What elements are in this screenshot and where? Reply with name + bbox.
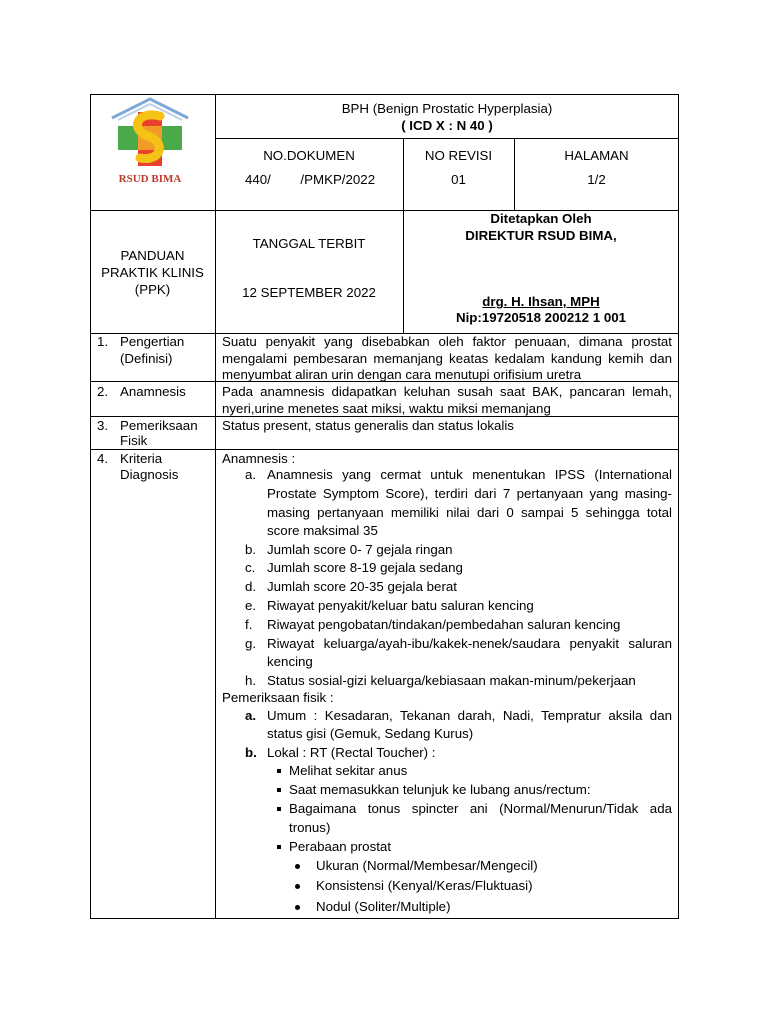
fisik-item-b-text: Lokal : RT (Rectal Toucher) : xyxy=(267,745,436,760)
no-dokumen-label: NO.DOKUMEN xyxy=(263,148,355,163)
row2-label: Anamnesis xyxy=(120,384,186,399)
row3-text: Status present, status generalis dan status lokalis xyxy=(222,418,514,433)
row4-top-line xyxy=(90,449,679,450)
fisik-item-a-marker: a. xyxy=(245,708,257,723)
fisik-item-a-line1: Umum : Kesadaran, Tekanan darah, Nadi, Tempratur aksila dan xyxy=(267,708,672,723)
row3-label-sub: Fisik xyxy=(120,433,148,448)
panduan-label-line2: PRAKTIK KLINIS xyxy=(101,265,204,280)
signer-nip: Nip:19720518 200212 1 001 xyxy=(455,310,627,325)
row2-text-line1: Pada anamnesis didapatkan keluhan susah saat BAK, pancaran lemah, xyxy=(222,384,672,399)
no-revisi-value: 01 xyxy=(451,172,466,187)
row4-number: 4. xyxy=(97,451,109,466)
lokal-sub-4: Perabaan prostat xyxy=(289,839,392,854)
lokal-sub-1: Melihat sekitar anus xyxy=(289,763,408,778)
round-bullet-icon xyxy=(295,905,300,910)
halaman-label: HALAMAN xyxy=(564,148,629,163)
item-c-text: Jumlah score 8-19 gejala sedang xyxy=(267,560,463,575)
row1-label: Pengertian xyxy=(120,334,185,349)
item-g-line1: Riwayat keluarga/ayah-ibu/kakek-nenek/saudara penyakit saluran xyxy=(267,636,672,651)
row4-label: Kriteria xyxy=(120,451,163,466)
no-dokumen-value: 440/ /PMKP/2022 xyxy=(245,172,376,187)
item-d-text: Jumlah score 20-35 gejala berat xyxy=(267,579,457,594)
ditetapkan-label: Ditetapkan Oleh xyxy=(490,211,592,226)
fisik-item-a-line2: status gisi (Gemuk, Sedang Kurus) xyxy=(267,726,474,741)
item-h-marker: h. xyxy=(245,673,257,688)
item-f-marker: f. xyxy=(245,617,253,632)
item-b-text: Jumlah score 0- 7 gejala ringan xyxy=(267,542,453,557)
anamnesis-heading: Anamnesis : xyxy=(222,451,296,466)
tanggal-terbit-label: TANGGAL TERBIT xyxy=(252,236,366,251)
row1-text-line2: mengalami pembesaran memanjang keatas kedalam kandung kemih dan xyxy=(222,351,672,366)
item-e-text: Riwayat penyakit/keluar batu saluran kencing xyxy=(267,598,534,613)
lokal-sub-3-line1: Bagaimana tonus spincter ani (Normal/Menurun/Tidak ada xyxy=(289,801,672,816)
pemeriksaan-fisik-heading: Pemeriksaan fisik : xyxy=(222,690,334,705)
direktur-label: DIREKTUR RSUD BIMA, xyxy=(465,228,617,243)
item-a-line3: masing pertanyaan memiliki nilai dari 0 sampai 5 sehingga total xyxy=(267,505,672,520)
signer-name: drg. H. Ihsan, MPH xyxy=(482,294,600,309)
item-a-line1: Anamnesis yang cermat untuk menentukan IPSS (International xyxy=(267,467,672,482)
fisik-item-b-marker: b. xyxy=(245,745,257,760)
lokal-sub-2: Saat memasukkan telunjuk ke lubang anus/rectum: xyxy=(289,782,591,797)
item-c-marker: c. xyxy=(245,560,256,575)
tanggal-terbit-value: 12 SEPTEMBER 2022 xyxy=(242,285,376,300)
document-title: BPH (Benign Prostatic Hyperplasia) xyxy=(341,101,553,116)
row1-label-sub: (Definisi) xyxy=(120,351,173,366)
hospital-name: RSUD BIMA xyxy=(118,173,182,185)
prostat-ukuran: Ukuran (Normal/Membesar/Mengecil) xyxy=(316,858,538,873)
item-h-text: Status sosial-gizi keluarga/kebiasaan makan-minum/pekerjaan xyxy=(267,673,636,688)
row1-text-line3: menyumbat aliran urin dengan cara menutupi orifisium uretra xyxy=(222,367,582,382)
item-e-marker: e. xyxy=(245,598,257,613)
prostat-konsistensi: Konsistensi (Kenyal/Keras/Fluktuasi) xyxy=(316,878,533,893)
item-g-marker: g. xyxy=(245,636,257,651)
item-a-line2: Prostate Symptom Score), terdiri dari 7 pertanyaan yang masing- xyxy=(267,486,672,501)
square-bullet-icon xyxy=(277,769,281,773)
item-b-marker: b. xyxy=(245,542,257,557)
no-revisi-label: NO REVISI xyxy=(424,148,493,163)
item-g-line2: kencing xyxy=(267,654,313,669)
square-bullet-icon xyxy=(277,807,281,811)
item-a-line4: score maksimal 35 xyxy=(267,523,378,538)
row2-number: 2. xyxy=(97,384,109,399)
row1-number: 1. xyxy=(97,334,109,349)
row3-label: Pemeriksaan xyxy=(120,418,198,433)
round-bullet-icon xyxy=(295,864,300,869)
row2-text-line2: nyeri,urine menetes saat miksi, waktu miksi memanjang xyxy=(222,401,551,416)
item-f-text: Riwayat pengobatan/tindakan/pembedahan saluran kencing xyxy=(267,617,621,632)
item-a-marker: a. xyxy=(245,467,257,482)
square-bullet-icon xyxy=(277,845,281,849)
round-bullet-icon xyxy=(295,884,300,889)
square-bullet-icon xyxy=(277,788,281,792)
row3-number: 3. xyxy=(97,418,109,433)
halaman-value: 1/2 xyxy=(587,172,606,187)
lokal-sub-3-line2: tronus) xyxy=(289,820,331,835)
col-divider-left xyxy=(215,94,216,919)
panduan-label-line1: PANDUAN xyxy=(120,248,185,263)
icd-code: ( ICD X : N 40 ) xyxy=(401,118,493,133)
prostat-nodul: Nodul (Soliter/Multiple) xyxy=(316,899,451,914)
item-d-marker: d. xyxy=(245,579,257,594)
panduan-label-line3: (PPK) xyxy=(134,282,171,297)
row1-text-line1: Suatu penyakit yang disebabkan oleh faktor penuaan, dimana prostat xyxy=(222,334,672,349)
header-title-divider xyxy=(215,138,679,139)
row4-label-sub: Diagnosis xyxy=(120,467,179,482)
